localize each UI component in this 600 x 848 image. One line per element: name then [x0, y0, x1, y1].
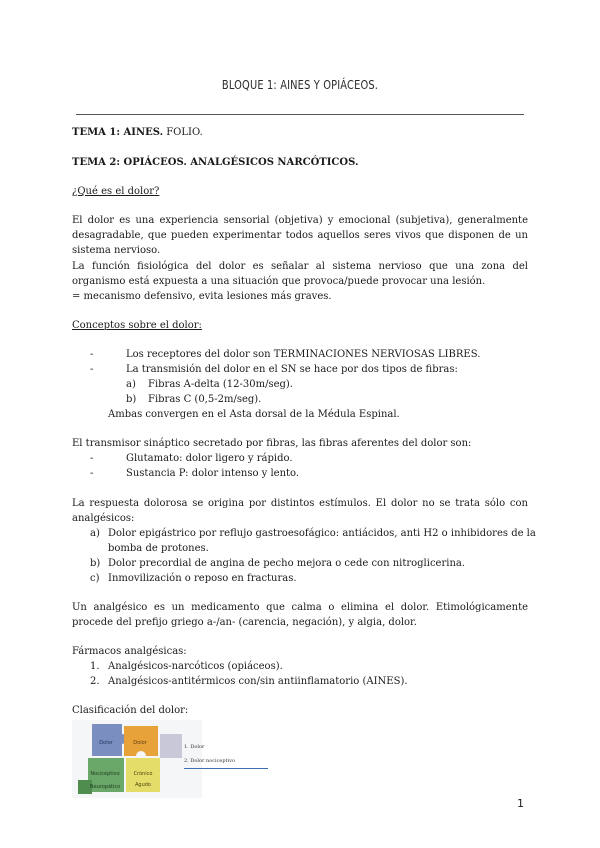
page-title: BLOQUE 1: AINES Y OPIÁCEOS. [221, 78, 379, 92]
puzzle-piece [160, 734, 182, 758]
sub-list-item: b) Fibras C (0,5-2m/seg). [126, 394, 262, 405]
list-item-continuation: bomba de protones. [108, 543, 209, 554]
section-heading-conceptos: Conceptos sobre el dolor: [72, 320, 202, 331]
tema2-line: TEMA 2: OPIÁCEOS. ANALGÉSICOS NARCÓTICOS. [72, 157, 359, 168]
list-item: - Glutamato: dolor ligero y rápido. [90, 453, 293, 464]
tema1-label: TEMA 1: AINES. [72, 127, 164, 138]
list-item: a) Dolor epigástrico por reflujo gastroesofágico: antiácidos, anti H2 o inhibidores de la [90, 528, 536, 539]
page-number: 1 [517, 797, 524, 810]
puzzle-label: Agudo [135, 782, 151, 788]
section-heading-farmacos: Fármacos analgésicas: [72, 646, 187, 657]
tema1-rest: FOLIO. [163, 127, 203, 138]
figure-legend [184, 740, 268, 769]
list-item: - La transmisión del dolor en el SN se hace por dos tipos de fibras: [90, 364, 458, 375]
pain-classification-puzzle-image [72, 720, 202, 798]
figure-legend-line: 2. Dolor nociceptivo [184, 754, 268, 769]
list-item: - Sustancia P: dolor intenso y lento. [90, 468, 300, 479]
puzzle-label: Nociceptivo [90, 771, 120, 777]
list-item: 2. Analgésicos-antitérmicos con/sin antiinflamatorio (AINES). [90, 676, 408, 687]
list-item: 1. Analgésicos-narcóticos (opiáceos). [90, 661, 283, 672]
puzzle-label: Neuropático [89, 784, 121, 790]
section-heading-clasificacion: Clasificación del dolor: [72, 705, 189, 716]
section-heading-que-es-dolor: ¿Qué es el dolor? [72, 186, 160, 197]
list-item: - Los receptores del dolor son TERMINACIONES NERVIOSAS LIBRES. [90, 349, 481, 360]
paragraph-transmisor: El transmisor sináptico secretado por fibras, las fibras aferentes del dolor son: [72, 438, 472, 449]
puzzle-label: Crónico [133, 771, 153, 777]
tema1-line [72, 125, 528, 140]
puzzle-label: Dolor [133, 740, 147, 746]
list-item: c) Inmovilización o reposo en fracturas. [90, 573, 297, 584]
puzzle-label: Dolor [99, 740, 113, 746]
title-divider [76, 114, 524, 115]
paragraph-analgesico: Un analgésico es un medicamento que calma o elimina el dolor. Etimológicamente procede del prefijo griego a-/an- (carencia, negación), y algia, dolor. [72, 602, 528, 628]
paragraph-definicion: El dolor es una experiencia sensorial (objetiva) y emocional (subjetiva), generalmente desagradable, que pueden experimentar todos aquellos seres vivos que disponen de un sistema nervioso. [72, 215, 528, 256]
paragraph-respuesta: La respuesta dolorosa se origina por distintos estímulos. El dolor no se trata sólo con analgésicos: [72, 498, 528, 524]
list-note: Ambas convergen en el Asta dorsal de la Médula Espinal. [108, 409, 400, 420]
paragraph-mecanismo: = mecanismo defensivo, evita lesiones más graves. [72, 291, 332, 302]
list-item: b) Dolor precordial de angina de pecho mejora o cede con nitroglicerina. [90, 558, 466, 569]
figure-legend-line: 1. Dolor [184, 744, 205, 750]
paragraph-funcion: La función fisiológica del dolor es señalar al sistema nervioso que una zona del organismo está expuesta a una situación que provoca/puede provocar una lesión. [72, 261, 528, 287]
sub-list-item: a) Fibras A-delta (12-30m/seg). [126, 379, 293, 390]
